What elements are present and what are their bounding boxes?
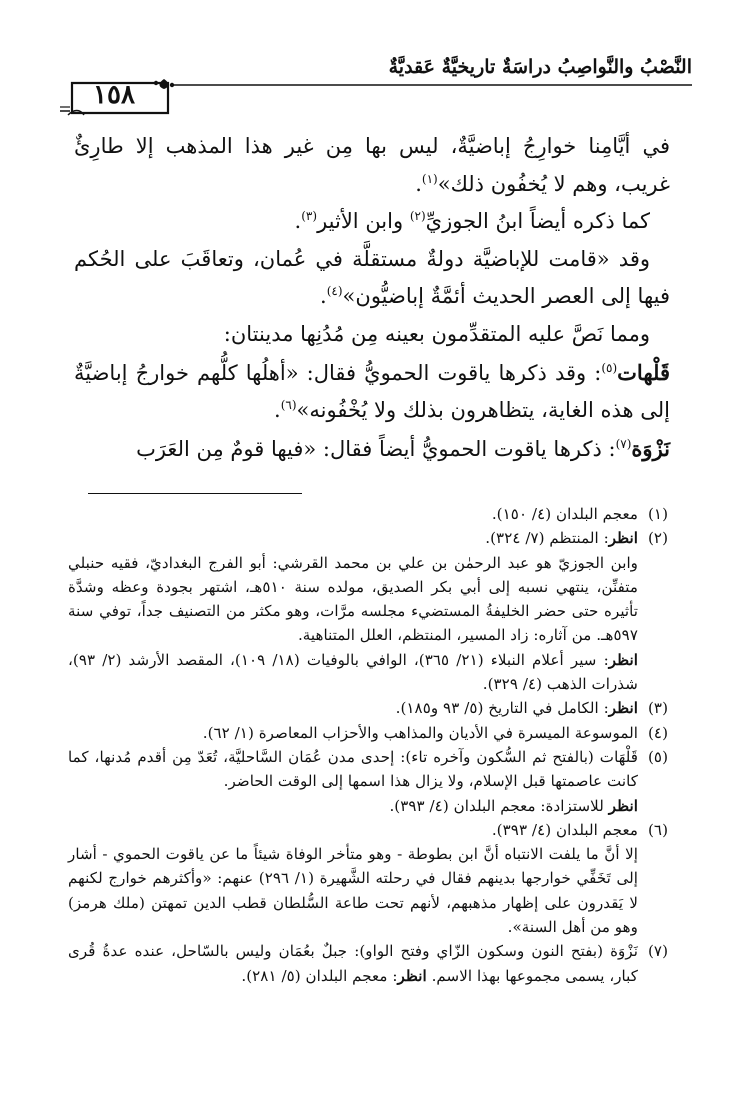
punctuation: . [294,209,302,234]
punctuation: . [274,398,281,423]
page-header [60,50,692,124]
footnote-number: (٣) [647,699,668,718]
footnote-text: الموسوعة الميسرة في الأديان والمذاهب والأحزاب المعاصرة (١/ ٦٢). [202,723,638,742]
footnote-ref: (٢) [409,209,426,224]
footnote-2-sources [68,648,638,697]
paragraph-text: وابن الأثير [317,209,410,234]
citation: : الكامل في التاريخ (٥/ ٩٣ و١٨٥). [395,699,609,718]
footnote-6-note: إلا أنَّ ما يلفت الانتباه أنَّ ابن بطوطة - وهو متأخر الوفاة شيئاً ما عن ياقوت الحموي - أشار إلى تَخَفِّي خوارجها بدينهم فقال في رحلته الشَّهيرة (١/ ٢٩٦) عنهم: «وأكثرهم خوارج لكنهم لا يَقدرون على إظهار مذهبهم، لأنهم تحت طاعة السُّلطان قطب الدين تمهتن (ملك هرمز) وهو من أهل السنة». [68,845,638,937]
paragraph-text: ومما نَصَّ عليه المتقدِّمون بعينه مِن مُدُنِها مدينتان: [223,321,650,346]
footnote-text: معجم البلدان (٤/ ٣٩٣). [491,820,638,839]
punctuation: . [415,171,422,196]
footnote-4 [68,721,668,745]
header-ornament [60,77,692,117]
see-label: انظر [397,966,427,985]
see-label: انظر [608,650,638,669]
punctuation: . [320,284,327,309]
footnote-ref: (٥) [601,360,618,375]
paragraph-text: كما ذكره أيضاً ابنُ الجوزيِّ [425,209,650,234]
footnote-ref: (٦) [280,398,297,413]
footnote-5-more [68,794,638,818]
paragraph-text: : وقد ذكرها ياقوت الحمويُّ فقال: «أهلُها كلُّهم خوارجُ إباضيَّةٌ إلى هذه الغاية، يتظاهرون بذلك ولا يُخْفُونه» [74,360,670,423]
term-qalhat: قَلْهات [617,359,670,385]
footnote-number: (٤) [647,723,668,742]
citation: : معجم البلدان (٥/ ٢٨١). [241,966,398,985]
citation: : سير أعلام النبلاء (٢١/ ٣٦٥)، الوافي بالوفيات (١٨/ ١٠٩)، المقصد الأرشد (٢/ ٩٣)، شذرات الذهب (٤/ ٣٢٩). [68,650,638,694]
footnotes [68,502,668,988]
citation: للاستزادة: معجم البلدان (٤/ ٣٩٣). [389,796,609,815]
main-text [74,128,670,468]
paragraph-1 [74,128,670,203]
see-label: انظر [608,699,638,718]
footnote-number: (٦) [647,820,668,839]
footnote-text: معجم البلدان (٤/ ١٥٠). [491,505,638,523]
see-label: انظر [608,796,638,815]
footnote-number: (٥) [647,747,668,766]
footnote-2-biography: وابن الجوزيّ هو عبد الرحمٰن بن علي بن محمد القرشي: أبو الفرج البغداديّ، فقيه حنبلي متفنِّن، ينتهي نسبه إلى أبي بكر الصديق، مولده سنة ٥١٠هـ، اشتهر بجودة وعظه وشدَّة تأثيره حتى حضر الخليفةُ المستضيء مجلسه مرَّات، وهو مكثر من التصنيف جداً، توفي سنة ٥٩٧هـ. من آثاره: زاد المسير، المنتظم، العلل المتناهية. [68,553,638,645]
footnote-number: (٢) [647,529,668,548]
term-nazwa: نَزْوَة [631,435,670,461]
footnote-1 [68,502,668,526]
footnote-ref: (٤) [326,284,343,299]
paragraph-4 [74,316,670,354]
footnote-number: (٧) [647,942,668,961]
footnote-6 [68,818,668,842]
citation: : المنتظم (٧/ ٣٢٤). [485,529,609,548]
paragraph-text: : ذكرها ياقوت الحمويُّ أيضاً فقال: «فيها قومٌ مِن العَرَب [136,436,616,461]
paragraph-text: في أيَّامِنا خوارِجُ إباضيَّةٌ، ليس بها مِن غير هذا المذهب إلا طارِئٌ غريب، وهم لا يُخفُون ذلك» [74,134,670,196]
paragraph-2 [74,203,670,241]
footnote-ref: (٧) [615,436,632,451]
footnote-ref: (١) [421,171,438,186]
footnote-description: نَزْوَة (بفتح النون وسكون الزّاي وفتح الواو): جبلٌ بعُمَان وليس بالسّاحل، عنده عدةُ قُرى كبار، يسمى مجموعها بهذا الاسم. [68,942,638,985]
footnote-text: قَلْهَات (بالفتح ثم السُّكون وآخره تاء): إحدى مدن عُمَان السَّاحليَّة، تُعَدّ مِن أقدم مُدنها، كما كانت عاصمتها قبل الإسلام، ولا يزال هذا اسمها إلى الوقت الحاضر. [68,747,638,791]
running-title: النَّصْبُ والنَّواصِبُ دراسَةٌ تاريخيَّةٌ عَقديَّةٌ [388,56,692,78]
footnote-text [68,526,638,550]
footnote-5 [68,745,668,794]
paragraph-5 [74,354,670,430]
paragraph-text: وقد «قامت للإباضيَّة دولةٌ مستقلَّة في عُمان، وتعاقَبَ على الحُكم فيها إلى العصر الحديث أئمَّةٌ إباضيُّون» [74,246,670,309]
footnote-7 [68,939,668,988]
footnote-number: (١) [647,505,668,523]
paragraph-3 [74,241,670,316]
page-number: ١٥٨ [93,80,135,110]
paragraph-6 [74,430,670,469]
footnote-ref: (٣) [301,209,318,224]
footnote-2 [68,526,668,550]
footnote-3 [68,696,668,720]
footnote-text [68,696,638,720]
see-label: انظر [608,529,638,548]
footnote-text [68,939,638,988]
footnote-separator [88,493,302,494]
